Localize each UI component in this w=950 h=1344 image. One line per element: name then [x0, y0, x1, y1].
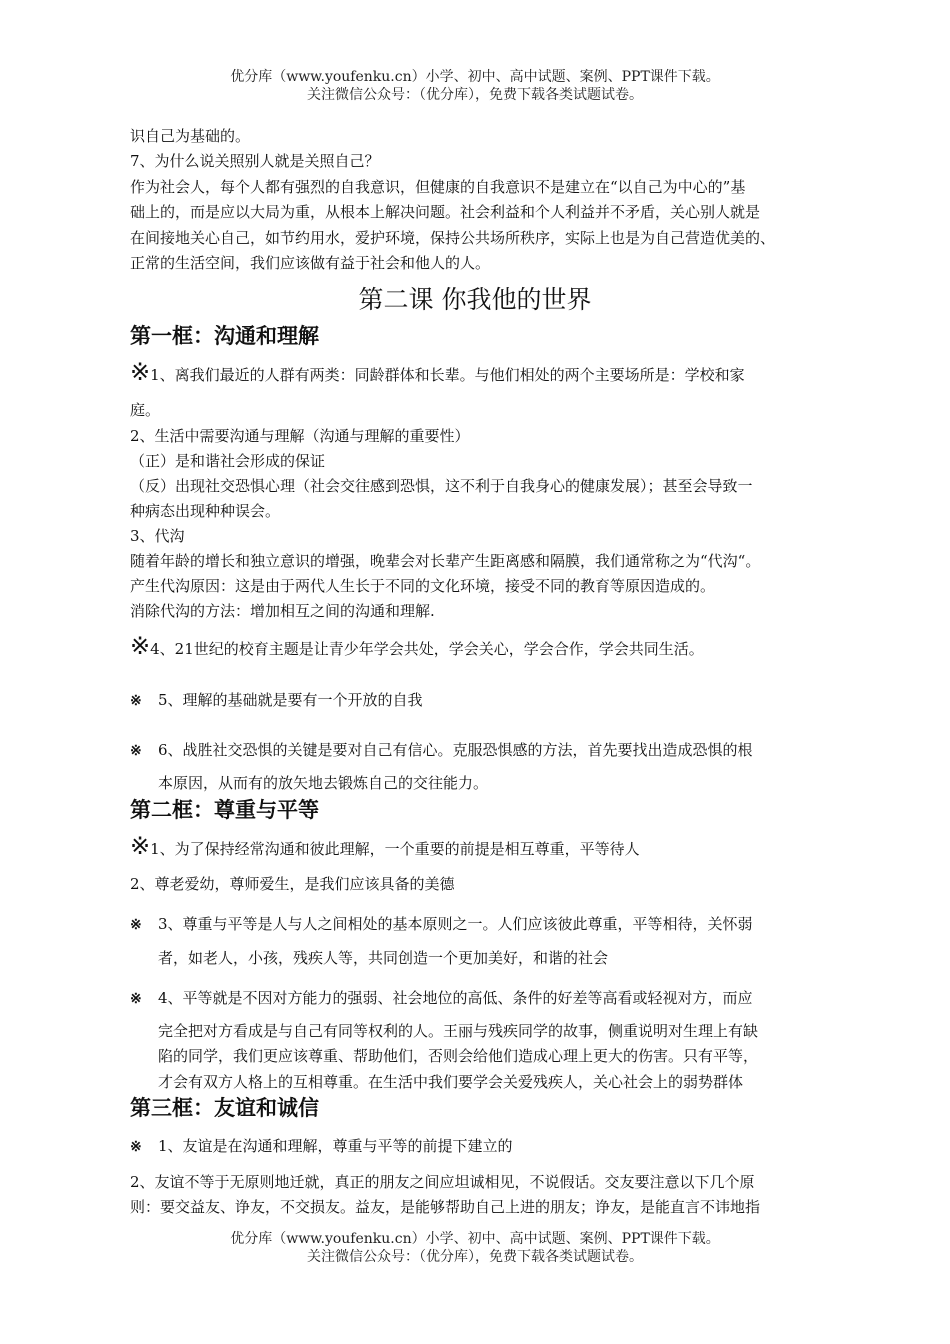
point-text: （反）出现社交恐惧心理（社会交往感到恐惧，这不利于自我身心的健康发展）；甚至会导致一: [130, 477, 753, 495]
page-footer: [0, 1230, 950, 1266]
point-text: 则：要交益友、诤友，不交损友。益友，是能够帮助自己上进的朋友；诤友，是能直言不讳地指: [130, 1198, 761, 1216]
point-text: 消除代沟的方法：增加相互之间的沟通和理解.: [130, 602, 435, 620]
point-text: 3、代沟: [130, 527, 185, 545]
point-text: 产生代沟原因：这是由于两代人生长于不同的文化环境，接受不同的教育等原因造成的。: [130, 577, 716, 595]
page-header-top: [0, 68, 950, 104]
section-heading: 第三框：友谊和诚信: [130, 1096, 319, 1120]
lesson-title: 第二课 你我他的世界: [358, 285, 592, 314]
intro-line: 识自己为基础的。: [130, 127, 251, 145]
reference-mark-icon: ※: [130, 1139, 142, 1155]
key-point: [130, 988, 753, 1009]
point-text: 2、尊老爱幼，尊师爱生，是我们应该具备的美德: [130, 875, 455, 893]
reference-mark-icon: ※: [130, 991, 142, 1007]
point-text: 6、战胜社交恐惧的关键是要对自己有信心。克服恐惧感的方法，首先要找出造成恐惧的根: [158, 741, 753, 759]
key-point: [130, 358, 745, 386]
point-text: 1、友谊是在沟通和理解，尊重与平等的前提下建立的: [158, 1137, 513, 1155]
section-heading: 第一框：沟通和理解: [130, 324, 319, 348]
reference-mark-icon: ※: [130, 832, 151, 860]
header-line-1: 优分库（www.youfenku.cn）小学、初中、高中试题、案例、PPT课件下载。: [230, 69, 720, 85]
point-text: 1、离我们最近的人群有两类：同龄群体和长辈。与他们相处的两个主要场所是：学校和家: [150, 366, 745, 384]
point-text: 陷的同学，我们更应该尊重、帮助他们，否则会给他们造成心理上更大的伤害。只有平等，: [158, 1047, 759, 1065]
point-text: 完全把对方看成是与自己有同等权利的人。王丽与残疾同学的故事，侧重说明对生理上有缺: [158, 1022, 759, 1040]
point-text: 种病态出现种种误会。: [130, 502, 281, 520]
point-text: 3、尊重与平等是人与人之间相处的基本原则之一。人们应该彼此尊重，平等相待，关怀弱: [158, 915, 753, 933]
key-point: [130, 632, 704, 660]
footer-line-2: 关注微信公众号：（优分库），免费下载各类试题试卷。: [307, 1249, 643, 1265]
key-point: [130, 690, 423, 711]
point-text: 4、平等就是不因对方能力的强弱、社会地位的高低、条件的好差等高看或轻视对方，而应: [158, 989, 753, 1007]
point-text: 5、理解的基础就是要有一个开放的自我: [158, 691, 423, 709]
key-point: [130, 740, 753, 761]
point-text: 本原因，从而有的放矢地去锻炼自己的交往能力。: [158, 774, 489, 792]
reference-mark-icon: ※: [130, 693, 142, 709]
reference-mark-icon: ※: [130, 358, 151, 386]
point-text: （正）是和谐社会形成的保证: [130, 452, 326, 470]
point-text: 随着年龄的增长和独立意识的增强，晚辈会对长辈产生距离感和隔膜，我们通常称之为“代沟“。: [130, 552, 761, 570]
point-text: 4、21世纪的校育主题是让青少年学会共处，学会关心，学会合作，学会共同生活。: [150, 640, 704, 658]
intro-line: 正常的生活空间，我们应该做有益于社会和他人的人。: [130, 254, 491, 272]
reference-mark-icon: ※: [130, 632, 151, 660]
point-text: 2、生活中需要沟通与理解（沟通与理解的重要性）: [130, 427, 470, 445]
point-text: 者，如老人，小孩，残疾人等，共同创造一个更加美好，和谐的社会: [158, 949, 609, 967]
point-text: 庭。: [130, 401, 161, 419]
point-text: 1、为了保持经常沟通和彼此理解，一个重要的前提是相互尊重，平等待人: [150, 840, 640, 858]
key-point: [130, 832, 640, 860]
intro-line: 在间接地关心自己，如节约用水，爱护环境，保持公共场所秩序，实际上也是为自己营造优美的、: [130, 229, 776, 247]
key-point: [130, 914, 753, 935]
intro-line: 础上的，而是应以大局为重，从根本上解决问题。社会利益和个人利益并不矛盾，关心别人就是: [130, 203, 761, 221]
key-point: [130, 1136, 513, 1157]
reference-mark-icon: ※: [130, 743, 142, 759]
intro-line: 作为社会人，每个人都有强烈的自我意识，但健康的自我意识不是建立在“以自己为中心的”基: [130, 178, 746, 196]
point-text: 才会有双方人格上的互相尊重。在生活中我们要学会关爱残疾人，关心社会上的弱势群体: [158, 1073, 744, 1091]
intro-question: 7、为什么说关照别人就是关照自己？: [130, 152, 380, 170]
header-line-2: 关注微信公众号：（优分库），免费下载各类试题试卷。: [307, 87, 643, 103]
reference-mark-icon: ※: [130, 917, 142, 933]
point-text: 2、友谊不等于无原则地迁就，真正的朋友之间应坦诚相见，不说假话。交友要注意以下几个原: [130, 1173, 755, 1191]
section-heading: 第二框：尊重与平等: [130, 798, 319, 822]
footer-line-1: 优分库（www.youfenku.cn）小学、初中、高中试题、案例、PPT课件下载。: [230, 1231, 720, 1247]
